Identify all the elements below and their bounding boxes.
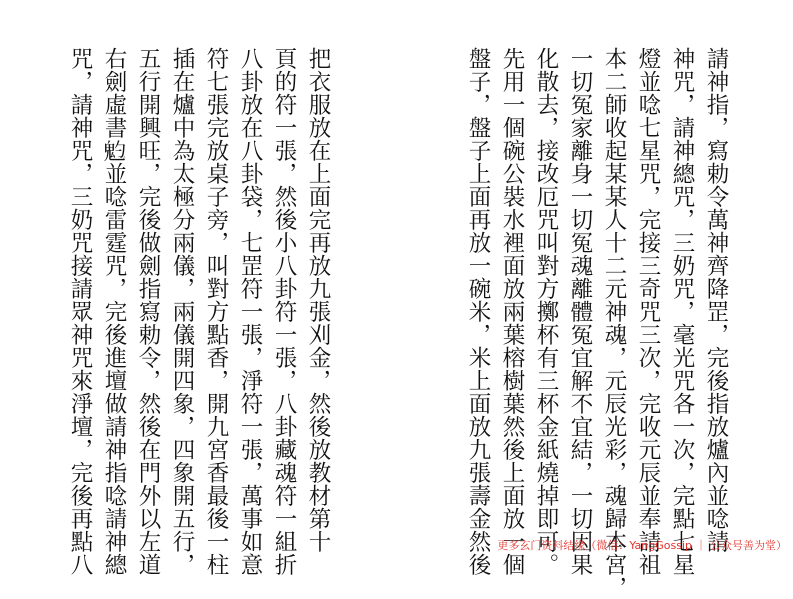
left-column-2: 頁的符一張，然後小八卦符一張，八卦藏魂符一組折 [271,47,297,576]
left-column-7: 右劍虛書𩲃並唸雷霆咒，完後進壇做請神指唸請神總 [101,47,127,576]
right-column-2: 神咒，請神總咒，三奶咒，毫光咒各一次，完點七星 [669,47,695,576]
left-column-5: 插在爐中為太極分兩儀，兩儀開四象，四象開五行， [169,47,195,576]
left-column-1: 把衣服放在上面完再放九張刈金，然後放教材第十 [305,47,331,553]
left-column-3: 八卦放在八卦袋，七罡符一張，淨符一張，萬事如意 [237,47,263,576]
right-column-8: 盤子，盤子上面再放一碗米，米上面放九張壽金然後 [465,47,491,576]
left-page [0,0,398,576]
left-column-4: 符七張完放桌子旁，叫對方點香，開九宮香最後一柱 [203,47,229,576]
right-column-7: 先用一個碗公裝水裡面放兩葉榕樹葉然後上面放一個 [499,47,525,576]
right-column-5: 一切冤家離身一切冤魂離體冤宜解不宜結，一切因果 [567,47,593,576]
right-column-1: 請神指，寫勅令萬神齊降罡，完後指放爐內並唸請 [703,47,729,553]
right-column-3: 燈並唸七星咒，完接三奇咒三次，完收元辰並奉請祖 [635,47,661,576]
left-column-6: 五行開興旺，完後做劍指寫勅令，然後在門外以左道 [135,47,161,576]
left-column-8: 咒，請神咒，三奶咒接請眾神咒來淨壇，完後再點八 [67,47,93,576]
watermark-footer: 更多玄门资料结缘（微信：YangGossip ｜ 公众号善为堂） [497,539,787,552]
right-column-4: 本二師收起某某人十二元神魂，元辰光彩，魂歸本宮， [601,47,627,599]
right-column-6: 化散去，接改厄咒叫對方擲杯有三杯金紙燒掉即可。 [533,47,559,576]
